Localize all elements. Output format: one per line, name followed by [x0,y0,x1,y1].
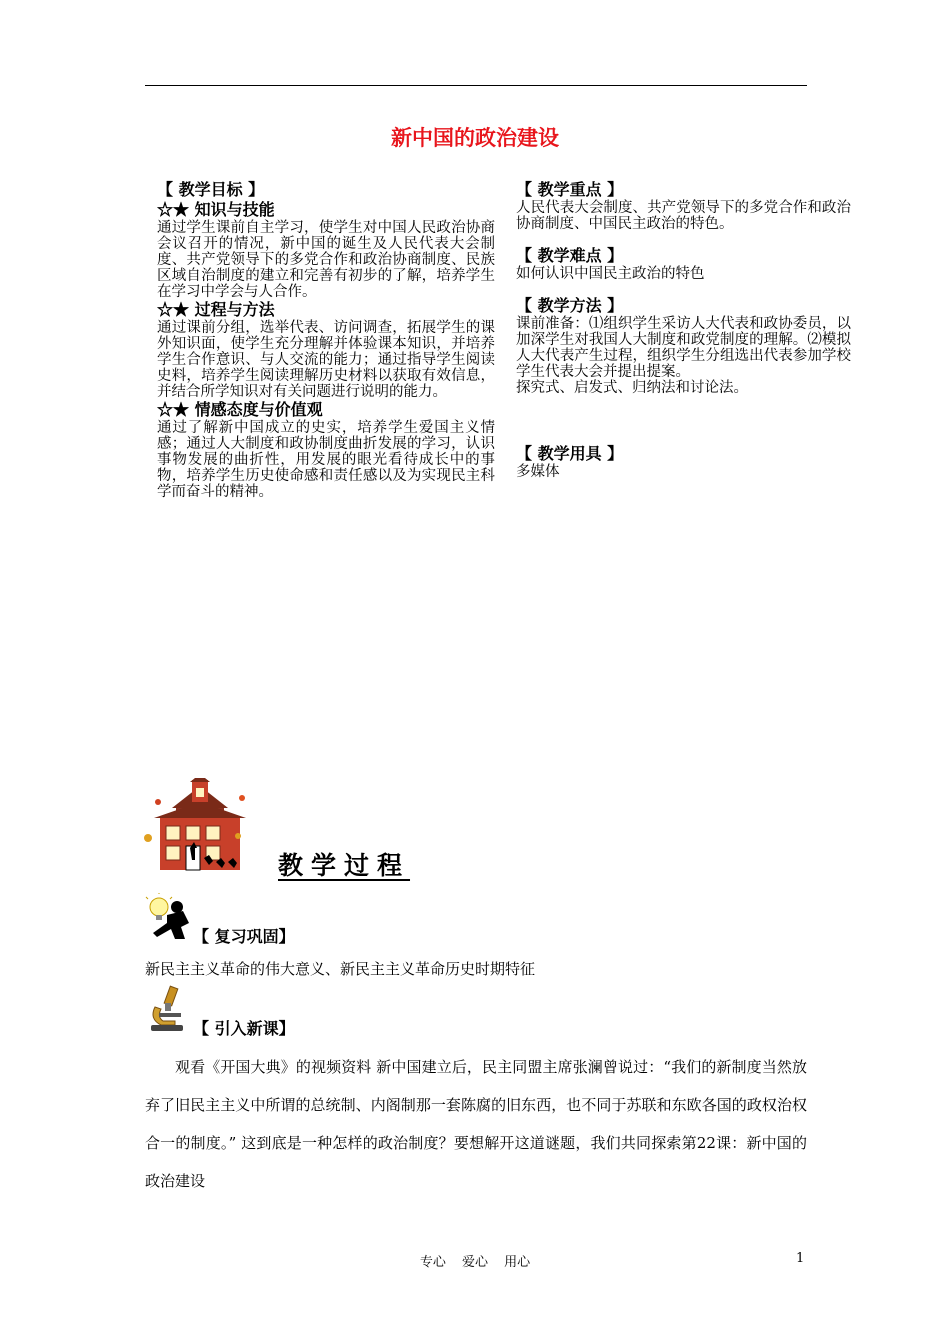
method-heading: 【 教学方法 】 [516,296,624,315]
right-column [516,180,851,480]
knowledge-text: 通过学生课前自主学习，使学生对中国人民政治协商会议召开的情况，新中国的诞生及人民代表大会制度、共产党领导下的多党合作和政治协商制度、民族区域自治制度的建立和完善有初步的了解，培养学生在学习中学会与人合作。 [157,220,495,300]
key-points-heading: 【 教学重点 】 [516,180,624,199]
goals-heading: 【 教学目标 】 [157,180,265,199]
intro-heading: 【 引入新课】 [193,1019,295,1038]
emotion-heading: ☆★ 情感态度与价值观 [157,400,323,419]
knowledge-heading: ☆★ 知识与技能 [157,200,275,219]
lightbulb-thinker-icon [145,893,191,941]
tools-text: 多媒体 [516,464,560,480]
header-rule [145,85,807,86]
difficulty-heading: 【 教学难点 】 [516,246,624,265]
key-points-text: 人民代表大会制度、共产党领导下的多党合作和政治协商制度、中国民主政治的特色。 [516,200,851,232]
page-number: 1 [796,1251,805,1266]
intro-text: 观看《开国大典》的视频资料 新中国建立后，民主同盟主席张澜曾说过：“我们的新制度当然放弃了旧民主主义中所谓的总统制、内阁制那一套陈腐的旧东西，也不同于苏联和东欧各国的政权治权合一的制度。” 这到底是一种怎样的政治制度？要想解开这道谜题，我们共同探索第22课：新中国的政治建设 [145,1058,807,1190]
method-text-2: 探究式、启发式、归纳法和讨论法。 [516,380,748,396]
tools-heading: 【 教学用具 】 [516,444,624,463]
schoolhouse-icon [142,778,252,874]
left-column [157,180,495,500]
review-text: 新民主主义革命的伟大意义、新民主主义革命历史时期特征 [145,960,536,978]
process-method-heading: ☆★ 过程与方法 [157,300,275,319]
difficulty-text: 如何认识中国民主政治的特色 [516,266,705,282]
page-title: 新中国的政治建设 [391,125,559,150]
process-method-text: 通过课前分组，选举代表、访问调查，拓展学生的课外知识面，使学生充分理解并体验课本知识，并培养学生合作意识、与人交流的能力；通过指导学生阅读史料，培养学生阅读理解历史材料以获取有效信息，并结合所学知识对有关问题进行说明的能力。 [157,320,495,400]
review-heading: 【 复习巩固】 [193,927,295,946]
method-text: 课前准备：⑴组织学生采访人大代表和政协委员，以加深学生对我国人大制度和政党制度的理解。⑵模拟人大代表产生过程，组织学生分组选出代表参加学校学生代表大会并提出提案。 [516,316,851,380]
emotion-text: 通过了解新中国成立的史实，培养学生爱国主义情感；通过人大制度和政协制度曲折发展的学习，认识事物发展的曲折性，用发展的眼光看待成长中的事物，培养学生历史使命感和责任感以及为实现民主科学而奋斗的精神。 [157,420,495,500]
microscope-icon [145,985,191,1033]
footer-motto: 专心 爱心 用心 [419,1255,531,1270]
teaching-process-title: 教学过程 [278,851,411,880]
